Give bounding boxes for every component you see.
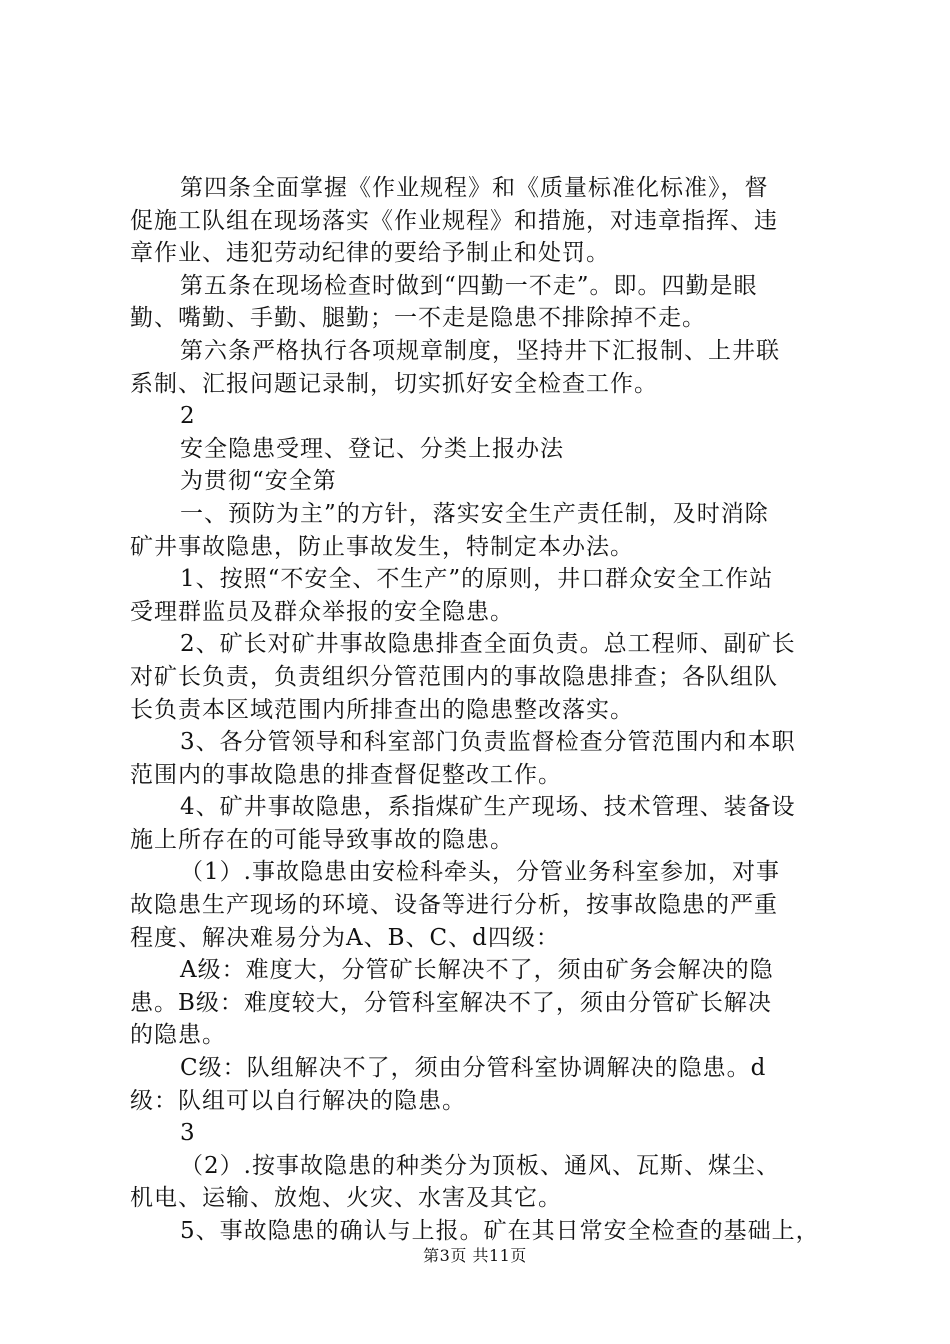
text-line: 受理群监员及群众举报的安全隐患。 [130, 598, 514, 625]
document-body [130, 172, 830, 1248]
text-line: 第五条在现场检查时做到“四勤一不走”。即。四勤是眼 [180, 272, 758, 299]
text-line: 系制、汇报问题记录制，切实抓好安全检查工作。 [130, 370, 658, 397]
text-line: 一、预防为主”的方针，落实安全生产责任制，及时消除 [180, 500, 769, 527]
text-line: 安全隐患受理、登记、分类上报办法 [180, 435, 564, 462]
text-line: 对矿长负责，负责组织分管范围内的事故隐患排查；各队组队 [130, 663, 778, 690]
text-line: 为贯彻“安全第 [180, 468, 337, 495]
text-line: 1、按照“不安全、不生产”的原则，井口群众安全工作站 [180, 566, 774, 593]
text-line: 第六条严格执行各项规章制度，坚持井下汇报制、上井联 [180, 337, 780, 364]
text-line: 机电、运输、放炮、火灾、水害及其它。 [130, 1185, 562, 1212]
text-line: 的隐患。 [130, 1022, 226, 1049]
text-line: （1）.事故隐患由安检科牵头，分管业务科室参加，对事 [180, 859, 780, 886]
text-line: A级：难度大，分管矿长解决不了，须由矿务会解决的隐 [180, 957, 774, 984]
page-footer: 第3页 共11页 [423, 1246, 527, 1265]
text-line: 长负责本区域范围内所排查出的隐患整改落实。 [130, 696, 634, 723]
text-line: 4、矿井事故隐患，系指煤矿生产现场、技术管理、装备设 [180, 794, 796, 821]
text-line: 患。B级：难度较大，分管科室解决不了，须由分管矿长解决 [130, 989, 772, 1016]
text-line: 勤、嘴勤、手勤、腿勤；一不走是隐患不排除掉不走。 [130, 305, 706, 332]
text-line: 级：队组可以自行解决的隐患。 [130, 1087, 466, 1114]
text-line: 3 [180, 1120, 196, 1147]
text-line: 2、矿长对矿井事故隐患排查全面负责。总工程师、副矿长 [180, 631, 796, 658]
text-line: 5、事故隐患的确认与上报。矿在其日常安全检查的基础上， [180, 1218, 820, 1244]
text-line: 促施工队组在现场落实《作业规程》和措施，对违章指挥、违 [130, 207, 778, 234]
text-line: 2 [180, 403, 196, 430]
text-line: （2）.按事故隐患的种类分为顶板、通风、瓦斯、煤尘、 [180, 1152, 780, 1179]
text-line: 矿井事故隐患，防止事故发生，特制定本办法。 [130, 533, 634, 560]
text-line: C级：队组解决不了，须由分管科室协调解决的隐患。d [180, 1055, 767, 1082]
text-line: 施上所存在的可能导致事故的隐患。 [130, 826, 514, 853]
text-line: 故隐患生产现场的环境、设备等进行分析，按事故隐患的严重 [130, 892, 778, 919]
text-line: 程度、解决难易分为A、B、C、d四级： [130, 924, 560, 951]
text-line: 范围内的事故隐患的排查督促整改工作。 [130, 761, 562, 788]
text-line: 章作业、违犯劳动纪律的要给予制止和处罚。 [130, 240, 610, 267]
text-line: 3、各分管领导和科室部门负责监督检查分管范围内和本职 [180, 729, 796, 756]
text-line: 第四条全面掌握《作业规程》和《质量标准化标准》，督 [180, 175, 769, 201]
